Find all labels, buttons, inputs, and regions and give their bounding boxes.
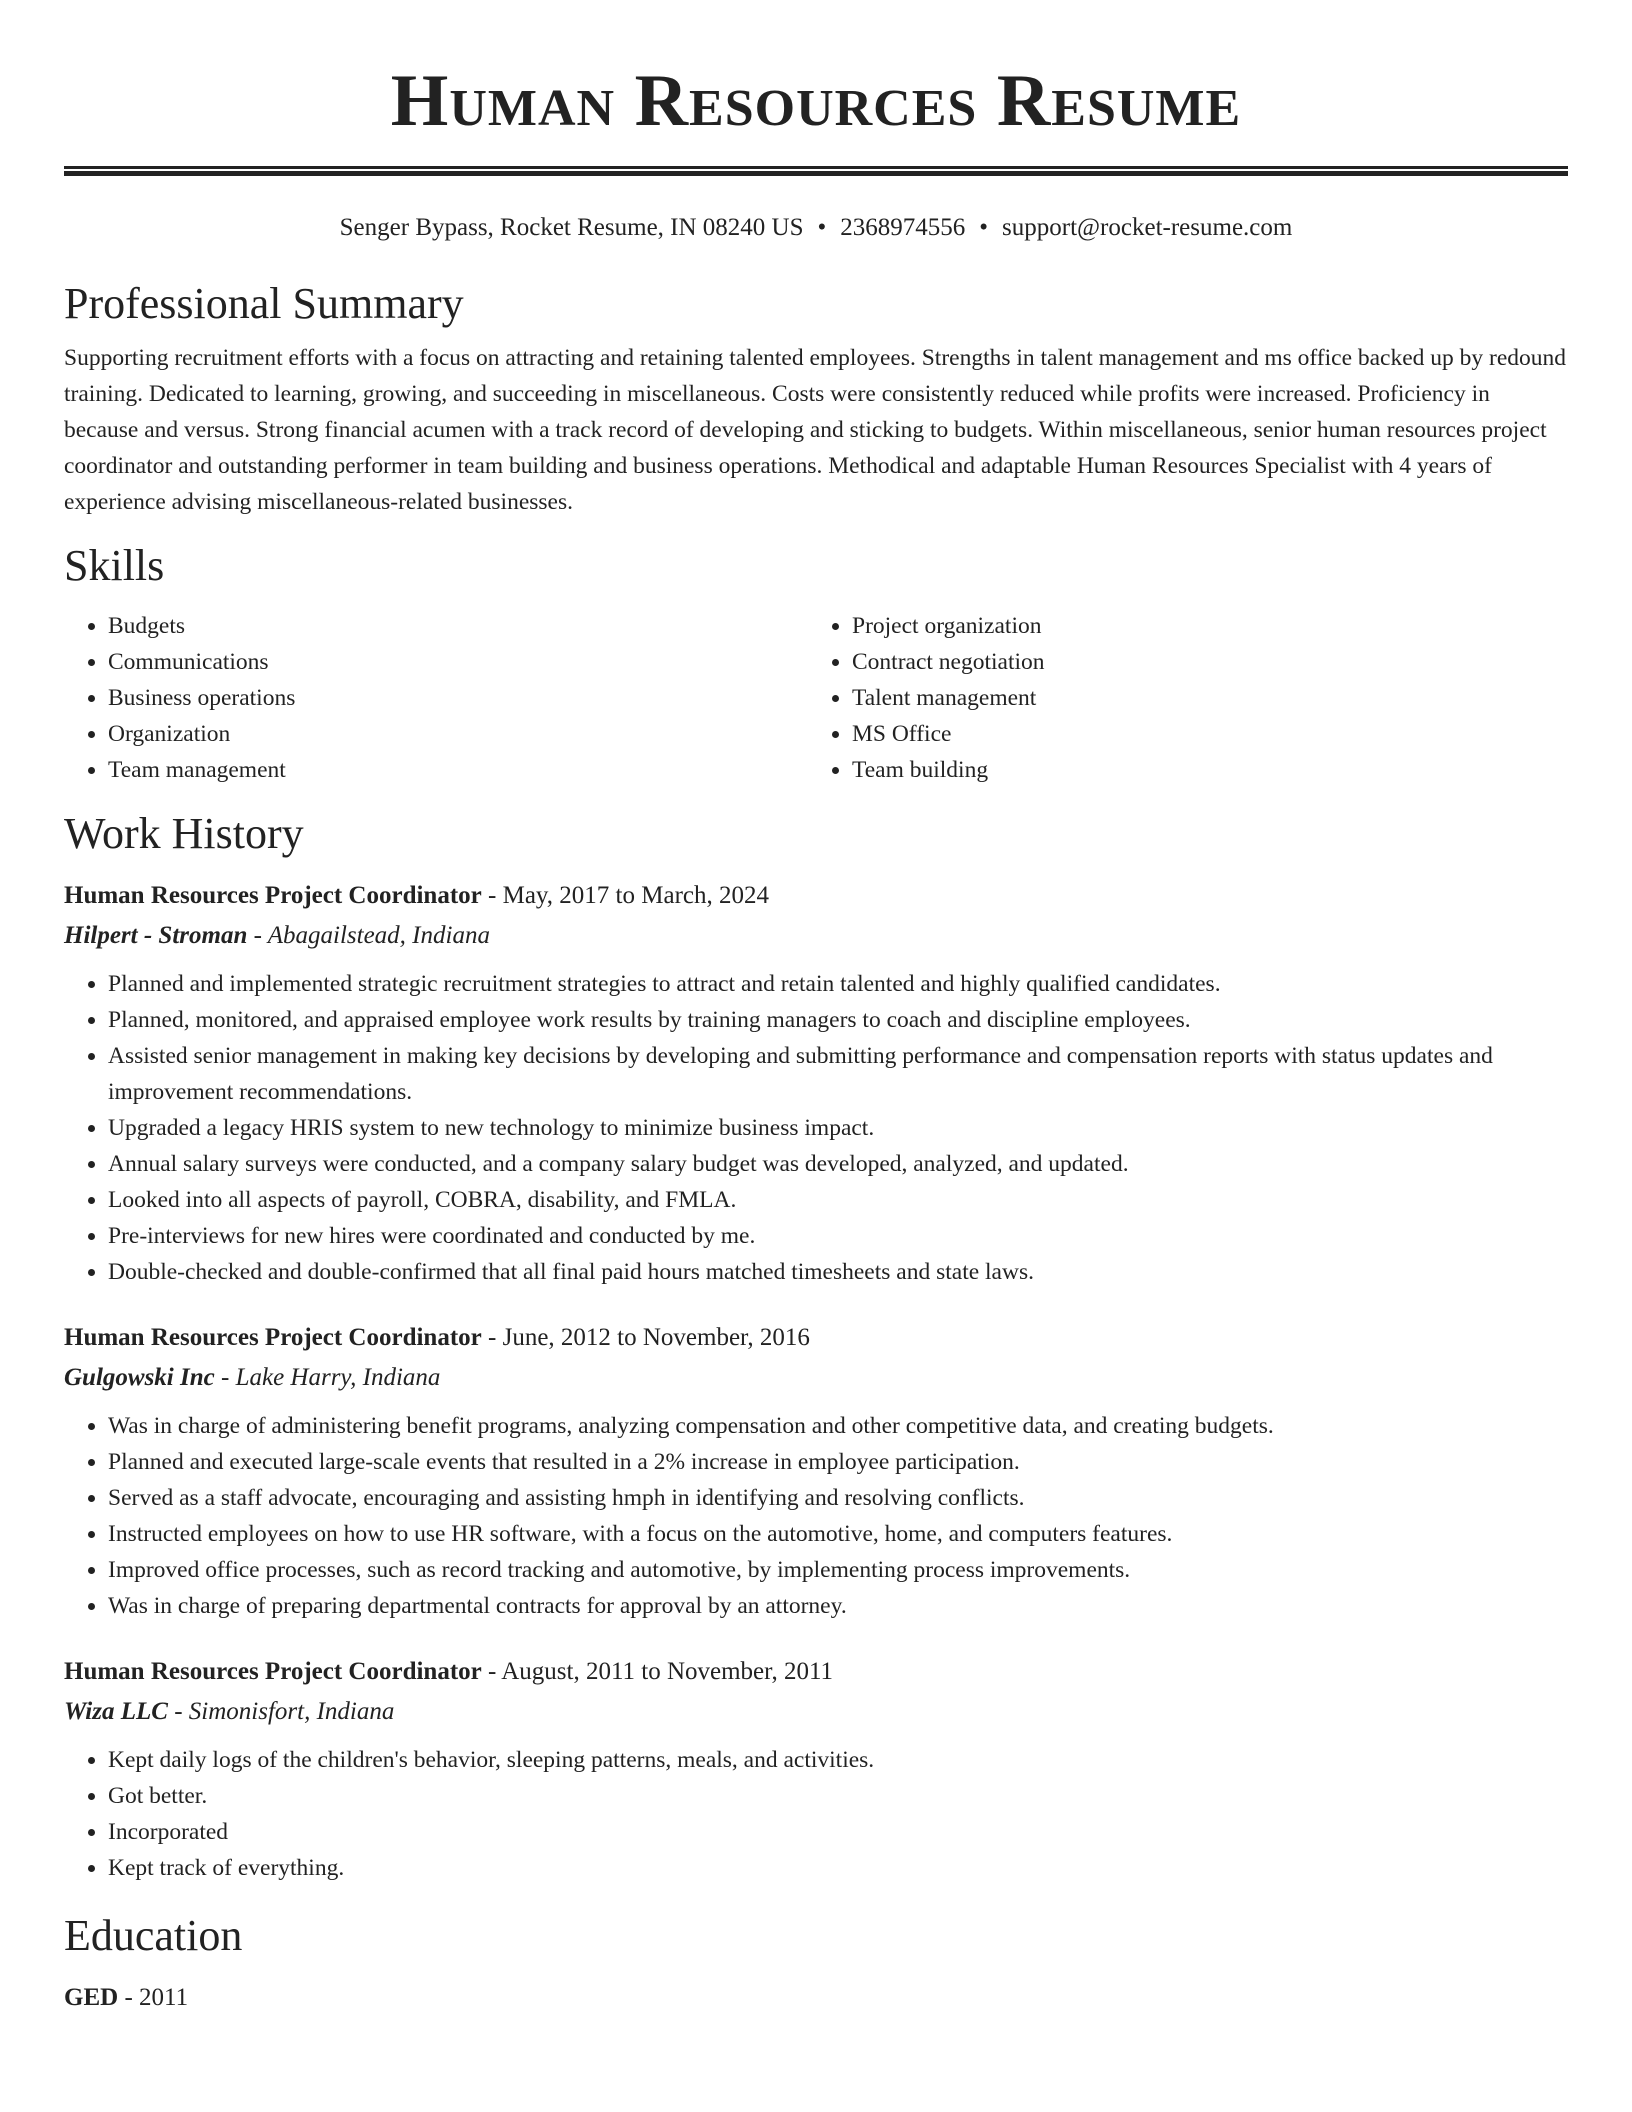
section-heading-education: Education	[64, 1911, 243, 1960]
job-dates: June, 2012 to November, 2016	[502, 1324, 810, 1351]
contact-separator: •	[817, 214, 827, 241]
job-bullet: • Got better.	[108, 1778, 1568, 1814]
title-double-rule	[64, 166, 1568, 176]
skill-item: • Talent management	[852, 680, 1568, 716]
job-bullet: • Assisted senior management in making key decisions by developing and submitting performance and compensation reports with status updates and improvement recommendations.	[108, 1038, 1568, 1110]
job-title: Human Resources Project Coordinator	[64, 882, 482, 909]
job-bullet: • Planned, monitored, and appraised employee work results by training managers to coach and discipline employees.	[108, 1002, 1568, 1038]
section-heading-skills: Skills	[64, 541, 165, 590]
job-bullet: • Incorporated	[108, 1814, 1568, 1850]
education-year: 2011	[139, 1984, 189, 2011]
job-dates: August, 2011 to November, 2011	[501, 1658, 834, 1685]
contact-line	[64, 212, 1568, 244]
dash-separator: -	[118, 1984, 140, 2011]
job-bullet: • Pre-interviews for new hires were coordinated and conducted by me.	[108, 1218, 1568, 1254]
job-header	[64, 1654, 1568, 1690]
skill-item: • Team management	[108, 752, 808, 788]
job-location: Abagailstead, Indiana	[267, 922, 490, 949]
job-company-line	[64, 1694, 1568, 1730]
resume-title: Human Resources Resume	[390, 60, 1242, 142]
job-title: Human Resources Project Coordinator	[64, 1324, 482, 1351]
dash-separator: -	[481, 1658, 502, 1685]
job-bullets	[64, 966, 1568, 1290]
skills-columns	[64, 608, 1568, 788]
job-company-line	[64, 1360, 1568, 1396]
job-bullets	[64, 1408, 1568, 1624]
job-company: Hilpert - Stroman	[64, 922, 248, 949]
job-entry-1	[64, 878, 1568, 1290]
contact-separator: •	[979, 214, 989, 241]
section-heading-summary: Professional Summary	[64, 279, 464, 328]
dash-separator: -	[167, 1698, 189, 1725]
contact-email: support@rocket-resume.com	[1002, 214, 1293, 241]
job-bullet: • Instructed employees on how to use HR software, with a focus on the automotive, home, and computers features.	[108, 1516, 1568, 1552]
dash-separator: -	[247, 922, 268, 949]
skill-item: • Project organization	[852, 608, 1568, 644]
skill-item: • Business operations	[108, 680, 808, 716]
job-location: Simonisfort, Indiana	[188, 1698, 395, 1725]
job-header	[64, 1320, 1568, 1356]
job-bullet: • Kept daily logs of the children's behavior, sleeping patterns, meals, and activities.	[108, 1742, 1568, 1778]
job-bullet: • Improved office processes, such as record tracking and automotive, by implementing process improvements.	[108, 1552, 1568, 1588]
dash-separator: -	[481, 882, 503, 909]
job-company-line	[64, 918, 1568, 954]
job-bullet: • Double-checked and double-confirmed that all final paid hours matched timesheets and state laws.	[108, 1254, 1568, 1290]
skill-item: • Contract negotiation	[852, 644, 1568, 680]
skills-section	[64, 540, 1568, 788]
summary-text: Supporting recruitment efforts with a focus on attracting and retaining talented employees. Strengths in talent management and ms office backed up by redound training. Dedicated to learning, growing, and succeeding in miscellaneous. Costs were consistently reduced while profits were increased. Proficiency in because and versus. Strong financial acumen with a track record of developing and sticking to budgets. Within miscellaneous, senior human resources project coordinator and outstanding performer in team building and business operations. Methodical and adaptable Human Resources Specialist with 4 years of experience advising miscellaneous-related businesses.	[64, 345, 1567, 515]
job-bullet: • Was in charge of preparing departmental contracts for approval by an attorney.	[108, 1588, 1568, 1624]
job-dates: May, 2017 to March, 2024	[502, 882, 769, 909]
job-company: Wiza LLC	[64, 1698, 168, 1725]
job-bullet: • Planned and executed large-scale events that resulted in a 2% increase in employee participation.	[108, 1444, 1568, 1480]
job-location: Lake Harry, Indiana	[235, 1364, 441, 1391]
job-bullet: • Annual salary surveys were conducted, and a company salary budget was developed, analyzed, and updated.	[108, 1146, 1568, 1182]
skills-list-left	[64, 608, 808, 788]
skill-item: • Budgets	[108, 608, 808, 644]
job-title: Human Resources Project Coordinator	[64, 1658, 482, 1685]
professional-summary-section	[64, 278, 1568, 520]
job-bullet: • Planned and implemented strategic recruitment strategies to attract and retain talented and highly qualified candidates.	[108, 966, 1568, 1002]
skill-item: • MS Office	[852, 716, 1568, 752]
job-bullet: • Upgraded a legacy HRIS system to new technology to minimize business impact.	[108, 1110, 1568, 1146]
education-degree: GED	[64, 1984, 119, 2011]
job-header	[64, 878, 1568, 914]
skill-item: • Communications	[108, 644, 808, 680]
job-entry-2	[64, 1320, 1568, 1624]
skill-item: • Team building	[852, 752, 1568, 788]
dash-separator: -	[481, 1324, 503, 1351]
skill-item: • Organization	[108, 716, 808, 752]
education-section	[64, 1910, 1568, 2016]
contact-address: Senger Bypass, Rocket Resume, IN 08240 US	[339, 214, 804, 241]
job-bullets	[64, 1742, 1568, 1886]
dash-separator: -	[214, 1364, 236, 1391]
job-entry-3	[64, 1654, 1568, 1886]
job-bullet: • Was in charge of administering benefit programs, analyzing compensation and other competitive data, and creating budgets.	[108, 1408, 1568, 1444]
section-heading-work-history: Work History	[64, 809, 304, 858]
job-bullet: • Kept track of everything.	[108, 1850, 1568, 1886]
skills-list-right	[808, 608, 1568, 788]
education-entry	[64, 1980, 1568, 2016]
work-history-section	[64, 808, 1568, 1886]
job-bullet: • Served as a staff advocate, encouraging and assisting hmph in identifying and resolving conflicts.	[108, 1480, 1568, 1516]
job-bullet: • Looked into all aspects of payroll, COBRA, disability, and FMLA.	[108, 1182, 1568, 1218]
contact-phone: 2368974556	[840, 214, 966, 241]
job-company: Gulgowski Inc	[64, 1364, 215, 1391]
